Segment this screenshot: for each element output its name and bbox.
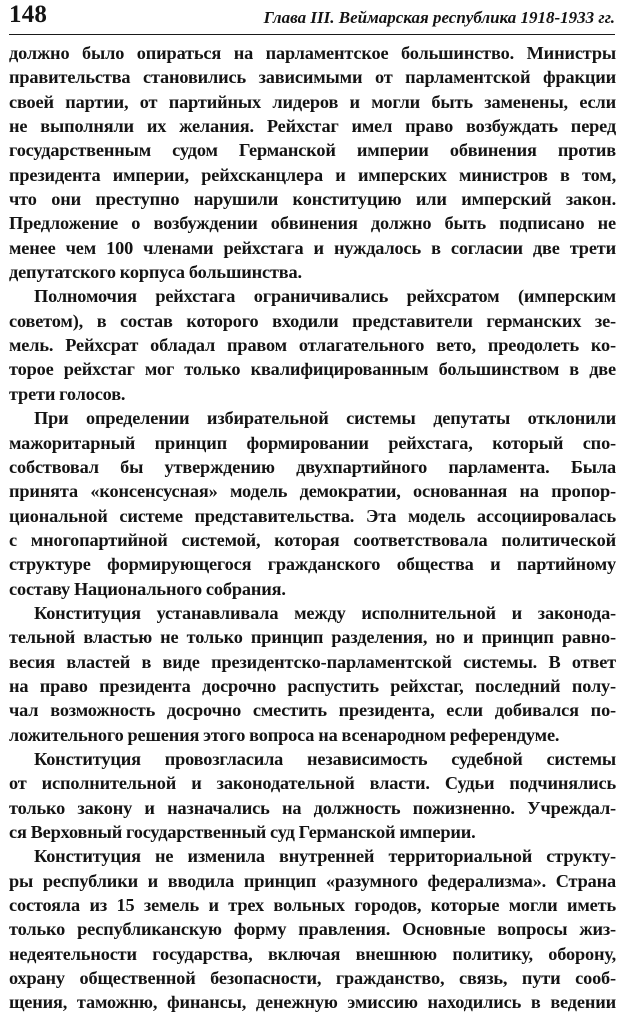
text-line: советом), в состав которого входили представители германских зе- (9, 310, 616, 331)
body-text (6, 41, 618, 1015)
text-line: президента империи, рейхсканцлера и имперских министров в том, (9, 164, 616, 185)
text-line: своей партии, от партийных лидеров и могли быть заменены, если (9, 91, 616, 112)
text-line: При определении избирательной системы депутаты отклонили (34, 408, 616, 429)
text-line: структуре формирующегося гражданского общества и партийному (9, 554, 616, 575)
text-line: только закону и назначались на должность пожизненно. Учреждал- (9, 797, 616, 818)
text-line: менее чем 100 членами рейхстага и нуждалось в согласии две трети (9, 237, 616, 258)
text-line: должно было опираться на парламентское большинство. Министры (9, 43, 616, 63)
paragraph (9, 41, 616, 284)
text-line: с многопартийной системой, которая соответствовала политической (9, 529, 616, 550)
text-line: трети голосов. (9, 383, 126, 404)
text-line: не выполняли их желания. Рейхстаг имел право возбуждать перед (9, 116, 616, 137)
text-line: состояла из 15 земель и трех вольных городов, которые могли иметь (9, 895, 616, 916)
text-line: государственным судом Германской империи обвинения против (9, 140, 616, 161)
text-line: ложительного решения этого вопроса на всенародном референдуме. (9, 724, 560, 745)
page-number: 148 (9, 1, 48, 28)
text-line: ся Верховный государственный суд Германской империи. (9, 822, 476, 842)
text-line: правительства становились зависимыми от парламентской фракции (9, 67, 616, 88)
text-line: охрану общественной безопасности, гражданство, связь, пути сооб- (9, 968, 616, 989)
paragraph (9, 406, 616, 601)
text-line: мажоритарный принцип формировании рейхстага, который спо- (9, 432, 616, 453)
text-line: Полномочия рейхстага ограничивались рейхсратом (имперским (34, 286, 616, 307)
text-line: тельной властью не только принцип разделения, но и принцип равно- (9, 627, 616, 648)
text-line: только республиканскую форму правления. Основные вопросы жиз- (9, 919, 616, 940)
text-line: циональной системе представительства. Эта модель ассоциировалась (9, 505, 616, 526)
text-line: Конституция провозгласила независимость судебной системы (34, 748, 616, 769)
text-line: торое рейхстаг мог только квалифицированным большинством в две (9, 359, 616, 380)
text-line: Предложение о возбуждении обвинения должно быть подписано не (9, 213, 616, 234)
text-line: на право президента досрочно распустить рейхстаг, последний полу- (9, 675, 616, 696)
text-line: собствовал бы утверждению двухпартийного парламента. Была (9, 456, 616, 477)
text-line: составу Национального собрания. (9, 578, 286, 599)
text-line: депутатского корпуса большинства. (9, 262, 302, 283)
text-line: Конституция устанавливала между исполнительной и законода- (34, 602, 616, 623)
page-header (9, 0, 615, 35)
text-line: чал возможность досрочно сместить президента, если добивался по- (9, 700, 616, 721)
text-line: что они преступно нарушили конституцию или имперский закон. (9, 189, 616, 210)
paragraph (9, 747, 616, 844)
text-line: Конституция не изменила внутренней территориальной структу- (34, 846, 616, 867)
paragraph (9, 284, 616, 406)
paragraph (9, 601, 616, 747)
text-line: недеятельности государства, включая внешнюю политику, оборону, (9, 943, 616, 964)
text-line: от исполнительной и законодательной власти. Судьи подчинялись (9, 773, 616, 794)
text-line: принята «консенсусная» модель демократии, основанная на пропор- (9, 481, 616, 502)
text-line: ры республики и вводила принцип «разумного федерализма». Страна (9, 870, 616, 891)
running-head: Глава III. Веймарская республика 1918-1933 гг. (263, 8, 615, 27)
text-line: весия властей в виде президентско-парламентской системы. В ответ (9, 651, 616, 672)
text-line: щения, таможню, финансы, денежную эмиссию находились в ведении (9, 992, 616, 1013)
paragraph (9, 844, 616, 1014)
text-line: мель. Рейхсрат обладал правом отлагательного вето, преодолеть ко- (9, 335, 616, 356)
